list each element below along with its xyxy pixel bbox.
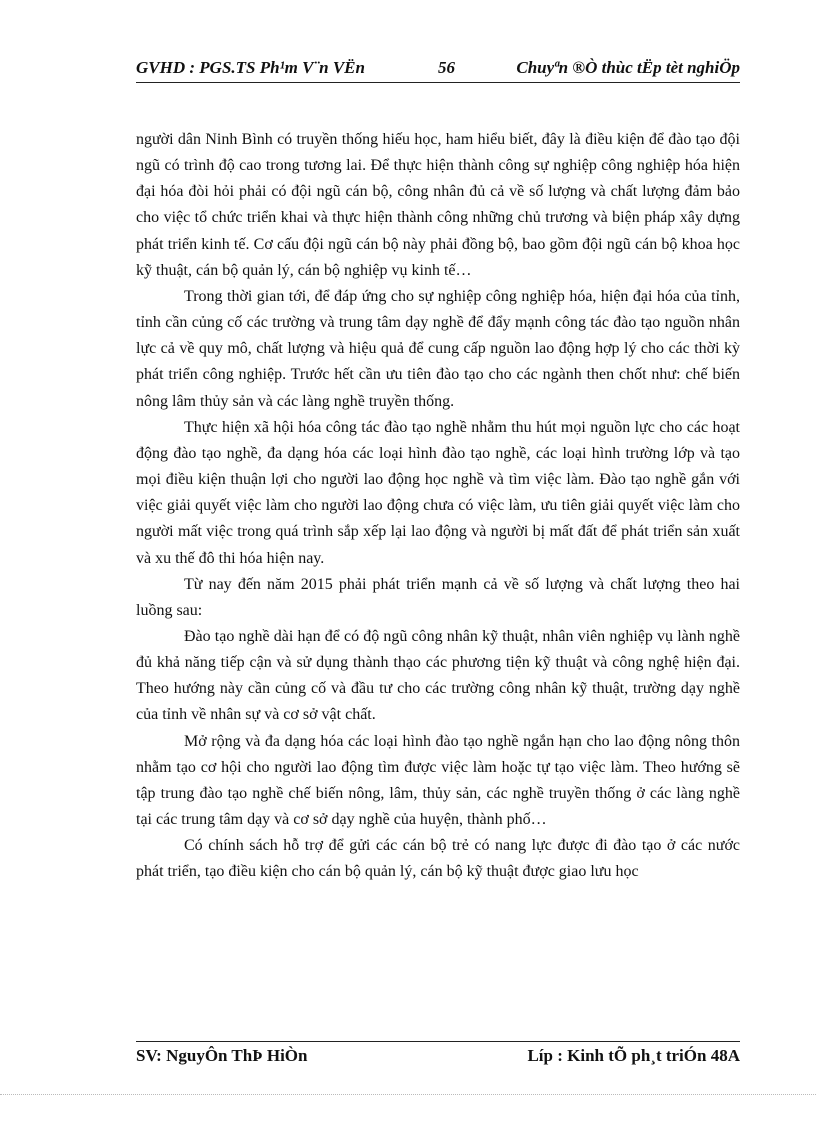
paragraph-5: Đào tạo nghề dài hạn để có độ ngũ công nhân kỹ thuật, nhân viên nghiệp vụ lành nghề đủ khả năng tiếp cận và sử dụng thành thạo các phương tiện kỹ thuật và công nghệ hiện đại. Theo hướng này cần củng cố và đầu tư cho các trường công nhân kỹ thuật, trường dạy nghề của tỉnh về nhân sự và cơ sở vật chất. xyxy=(136,627,740,724)
footer-class: Líp : Kinh tÕ ph¸t triÓn 48A xyxy=(527,1046,740,1065)
footer-divider xyxy=(136,1041,740,1042)
page-header xyxy=(136,58,740,82)
page-bottom-edge xyxy=(0,1094,816,1095)
paragraph-1: người dân Ninh Bình có truyền thống hiếu học, ham hiểu biết, đây là điều kiện để đào tạo đội ngũ có trình độ cao trong tương lai. Để thực hiện thành công sự nghiệp công nghiệp hóa hiện đại hóa đòi hỏi phải có đội ngũ cán bộ, công nhân đủ cả về số lượng và chất lượng đảm bảo cho việc tổ chức triển khai và thực hiện thành công những chủ trương và biện pháp xây dựng phát triển kinh tế. Cơ cấu đội ngũ cán bộ này phải đồng bộ, bao gồm đội ngũ cán bộ khoa học kỹ thuật, cán bộ quản lý, cán bộ nghiệp vụ kinh tế… xyxy=(136,131,740,279)
footer-student: SV: NguyÔn ThÞ HiÒn xyxy=(136,1046,308,1065)
header-title: Chuyªn ®Ò thùc tËp tèt nghiÖp xyxy=(516,58,740,77)
paragraph-3: Thực hiện xã hội hóa công tác đào tạo nghề nhằm thu hút mọi nguồn lực cho các hoạt động đào tạo nghề, đa dạng hóa các loại hình đào tạo nghề, các loại hình trường lớp và tạo mọi điều kiện thuận lợi cho người lao động học nghề và tìm việc làm. Đào tạo nghề gắn với việc giải quyết việc làm cho người lao động chưa có việc làm, ưu tiên giải quyết việc làm cho người mất việc trong quá trình sắp xếp lại lao động và người bị mất đất để phát triển sản xuất và xu thế đô thi hóa hiện nay. xyxy=(136,418,740,567)
page-footer xyxy=(136,1046,740,1070)
paragraph-2: Trong thời gian tới, để đáp ứng cho sự nghiệp công nghiệp hóa, hiện đại hóa của tỉnh, tỉnh cần củng cố các trường và trung tâm dạy nghề để đẩy mạnh công tác đào tạo nguồn nhân lực cả về quy mô, chất lượng và hiệu quả để cung cấp nguồn lao động hợp lý cho các thời kỳ phát triển công nghiệp. Trước hết cần ưu tiên đào tạo cho các ngành then chốt như: chế biến nông lâm thủy sản và các làng nghề truyền thống. xyxy=(136,287,740,410)
header-supervisor: GVHD : PGS.TS Ph¹m V¨n VËn xyxy=(136,58,365,77)
paragraph-7: Có chính sách hỗ trợ để gửi các cán bộ trẻ có nang lực được đi đào tạo ở các nước phát triển, tạo điều kiện cho cán bộ quản lý, cán bộ kỹ thuật được giao lưu học xyxy=(136,837,740,881)
page-number: 56 xyxy=(438,58,455,77)
paragraph-4: Từ nay đến năm 2015 phải phát triển mạnh cả về số lượng và chất lượng theo hai luồng sau: xyxy=(136,575,740,619)
body-text xyxy=(136,127,740,886)
paragraph-6: Mở rộng và đa dạng hóa các loại hình đào tạo nghề ngắn hạn cho lao động nông thôn nhằm tạo cơ hội cho người lao động tìm được việc làm hoặc tự tạo việc làm. Theo hướng sẽ tập trung đào tạo nghề chế biến nông, lâm, thủy sản, các nghề truyền thống ở các làng nghề tại các trung tâm dạy và cơ sở dạy nghề của huyện, thành phố… xyxy=(136,732,740,829)
header-divider xyxy=(136,82,740,83)
